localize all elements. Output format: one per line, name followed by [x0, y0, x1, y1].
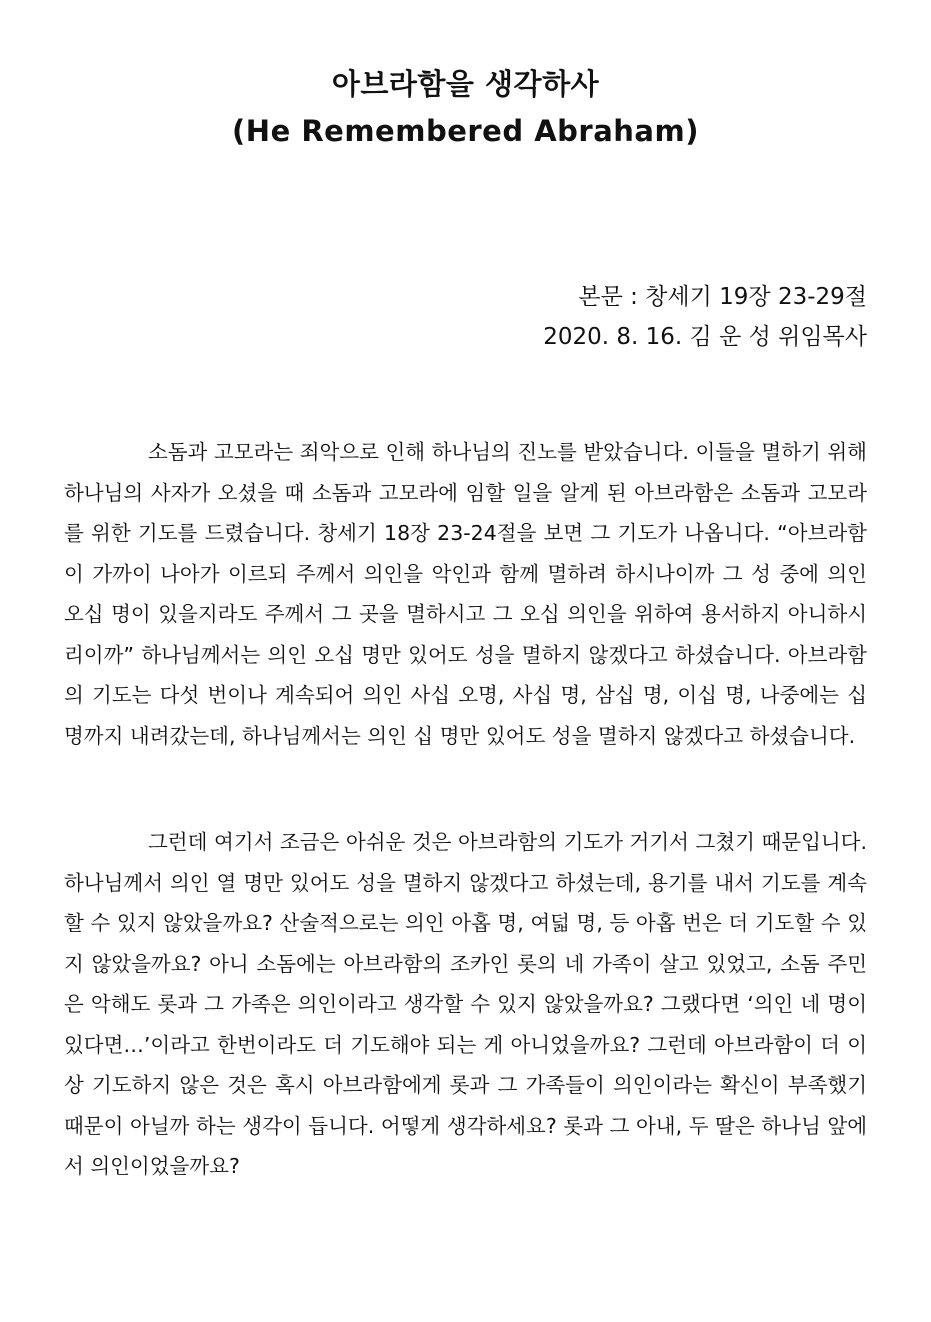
body-paragraph-2: 그런데 여기서 조금은 아쉬운 것은 아브라함의 기도가 거기서 그쳤기 때문입니다. 하나님께서 의인 열 명만 있어도 성을 멸하지 않겠다고 하셨는데, 용기를 내서 기도를 계속 할 수 있지 않았을까요? 산술적으로는 의인 아홉 명, 여덟 명, 등 아홉 번은 더 기도할 수 있지 않았을까요? 아니 소돔에는 아브라함의 조카인 롯의 네 가족이 살고 있었고, 소돔 주민은 악해도 롯과 그 가족은 의인이라고 생각할 수 있지 않았을까요? 그랬다면 ‘의인 네 명이 있다면…’이라고 한번이라도 더 기도해야 되는 게 아니었을까요? 그런데 아브라함이 더 이상 기도하지 않은 것은 혹시 아브라함에게 롯과 그 가족들이 의인이라는 확신이 부족했기 때문이 아닐까 하는 생각이 듭니다. 어떻게 생각하세요? 롯과 그 아내, 두 딸은 하나님 앞에서 의인이었을까요? [64, 830, 867, 1178]
date-author: 2020. 8. 16. 김 운 성 위임목사 [543, 324, 867, 350]
body-paragraph-1: 소돔과 고모라는 죄악으로 인해 하나님의 진노를 받았습니다. 이들을 멸하기 위해 하나님의 사자가 오셨을 때 소돔과 고모라에 임할 일을 알게 된 아브라함은 소돔과 고모라를 위한 기도를 드렸습니다. 창세기 18장 23-24절을 보면 그 기도가 나옵니다. “아브라함이 가까이 나아가 이르되 주께서 의인을 악인과 함께 멸하려 하시나이까 그 성 중에 의인 오십 명이 있을지라도 주께서 그 곳을 멸하시고 그 오십 의인을 위하여 용서하지 아니하시리이까” 하나님께서는 의인 오십 명만 있어도 성을 멸하지 않겠다고 하셨습니다. 아브라함의 기도는 다섯 번이나 계속되어 의인 사십 오명, 사십 명, 삼십 명, 이십 명, 나중에는 십 명까지 내려갔는데, 하나님께서는 의인 십 명만 있어도 성을 멸하지 않겠다고 하셨습니다. [64, 440, 867, 748]
title-korean: 아브라함을 생각하사 [331, 67, 600, 101]
scripture-reference: 본문 : 창세기 19장 23-29절 [578, 284, 867, 310]
title-english: (He Remembered Abraham) [232, 114, 699, 148]
